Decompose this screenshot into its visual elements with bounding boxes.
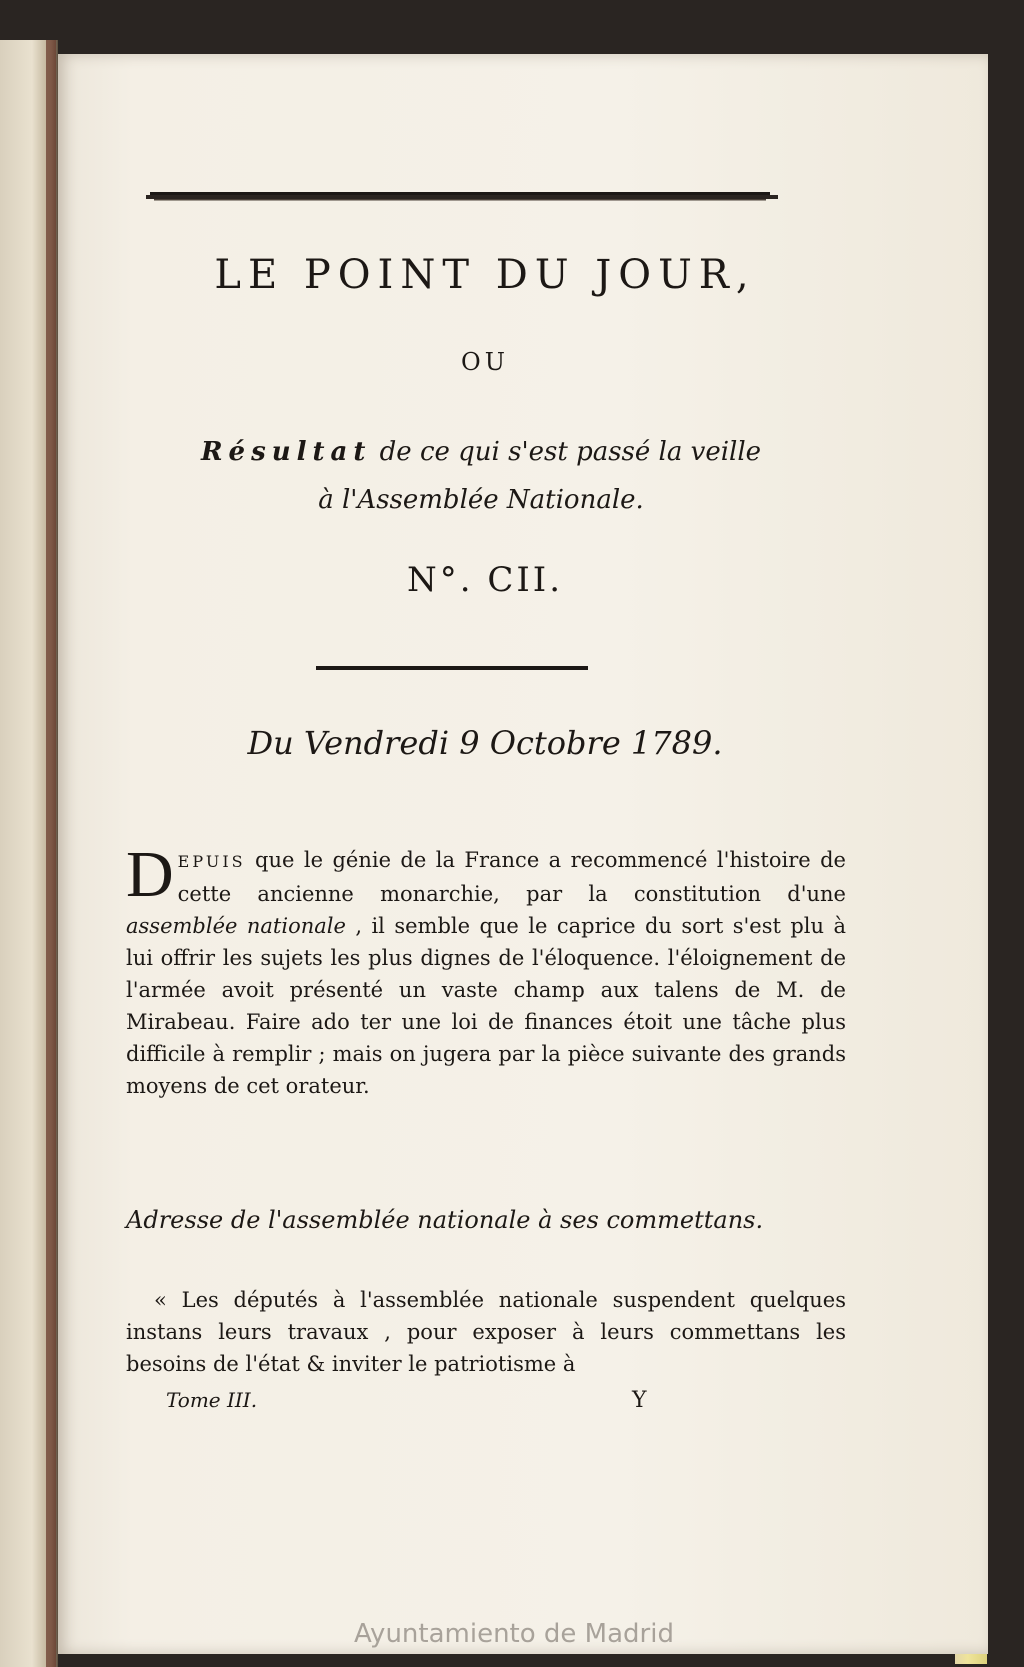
subtitle-first-word: Résultat <box>200 437 372 467</box>
subtitle-line-2: à l'Assemblée Nationale. <box>318 485 644 515</box>
issue-number: N°. CII. <box>406 560 564 600</box>
ornamental-rule-top <box>146 190 778 202</box>
paragraph-text-1: que le génie de la France a recommencé l'histoire de cette ancienne monarchie, par la constitution d'une <box>177 848 846 906</box>
subtitle-line-1-rest: de ce qui s'est passé la veille <box>371 437 762 467</box>
issue-date: Du Vendredi 9 Octobre 1789. <box>247 724 723 762</box>
watermark: Ayuntamiento de Madrid <box>354 1619 674 1649</box>
section-heading: Adresse de l'assemblée nationale à ses commettans. <box>126 1206 764 1234</box>
first-word: EPUIS <box>177 852 246 871</box>
intro-paragraph <box>126 838 846 1102</box>
page-content <box>58 54 988 1654</box>
binding-strip <box>46 40 56 1667</box>
subtitle-ou: OU <box>461 348 509 376</box>
drop-cap: D <box>126 838 174 911</box>
page-title: LE POINT DU JOUR, <box>214 252 756 298</box>
paragraph-text-2: , il semble que le caprice du sort s'est plu à lui offrir les sujets les plus dignes de l'éloquence. l'éloignement de l'armée avoit présenté un vaste champ aux talens de M. de Mirabeau. Faire ado ter une loi de finances étoit une tâche plus difficile à remplir ; mais on jugera par la pièce suivante des grands moyens de cet orateur. <box>126 914 846 1098</box>
signature-mark: Y <box>632 1388 647 1413</box>
paragraph-italic: assemblée nationale <box>126 914 346 938</box>
ornamental-rule-middle <box>316 664 588 672</box>
quote-paragraph: « Les députés à l'assemblée nationale suspendent quelques instans leurs travaux , pour exposer à leurs commettans les besoins de l'état & inviter le patriotisme à <box>126 1288 846 1376</box>
tome-label: Tome III. <box>166 1388 258 1412</box>
subtitle-resultat <box>116 428 846 524</box>
left-page-edge <box>0 40 58 1667</box>
subtitle-line-1 <box>116 428 846 476</box>
